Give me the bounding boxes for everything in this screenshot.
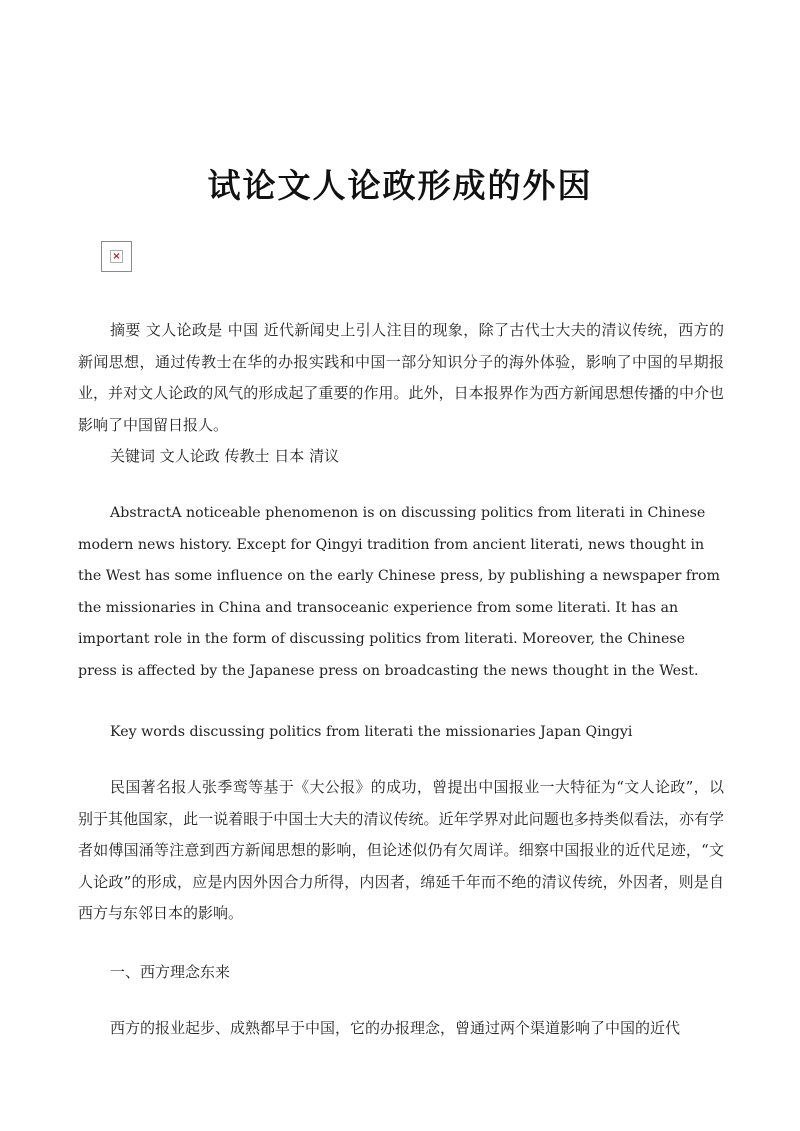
broken-image-glyph: × — [110, 250, 123, 263]
abstract-english: AbstractA noticeable phenomenon is on discussing politics from literati in Chinese modern news history. Except for Qingyi tradition from ancient literati, news thought in the West has some influence on the early Chinese press, by publishing a newspaper from the missionaries in China and transoceanic experience from some literati. It has an important role in the form of discussing politics from literati. Moreover, the Chinese press is affected by the Japanese press on broadcasting the news thought in the West. — [78, 505, 720, 679]
body-paragraph: 西方的报业起步、成熟都早于中国，它的办报理念，曾通过两个渠道影响了中国的近代 — [110, 1019, 681, 1037]
section-heading: 一、西方理念东来 — [110, 963, 231, 981]
abstract-chinese: 摘要 文人论政是 中国 近代新闻史上引人注目的现象，除了古代士大夫的清议传统，西方的新闻思想，通过传教士在华的办报实践和中国一部分知识分子的海外体验，影响了中国的早期报业，并对文人论政的风气的形成起了重要的作用。此外，日本报界作为西方新闻思想传播的中介也影响了中国留日报人。 — [78, 321, 724, 434]
intro-paragraph: 民国著名报人张季鸾等基于《大公报》的成功，曾提出中国报业一大特征为“文人论政”，以别于其他国家，此一说着眼于中国士大夫的清议传统。近年学界对此问题也多持类似看法，亦有学者如傅国涌等注意到西方新闻思想的影响，但论述似仍有欠周详。细察中国报业的近代足迹，“文人论政”的形成，应是内因外因合力所得，内因者，绵延千年而不绝的清议传统，外因者，则是自西方与东邻日本的影响。 — [78, 778, 724, 922]
broken-image-icon — [101, 241, 132, 272]
keywords-english: Key words discussing politics from literati the missionaries Japan Qingyi — [110, 724, 633, 740]
page-title: 试论文人论政形成的外因 — [207, 166, 593, 205]
keywords-chinese: 关键词 文人论政 传教士 日本 清议 — [110, 447, 340, 465]
